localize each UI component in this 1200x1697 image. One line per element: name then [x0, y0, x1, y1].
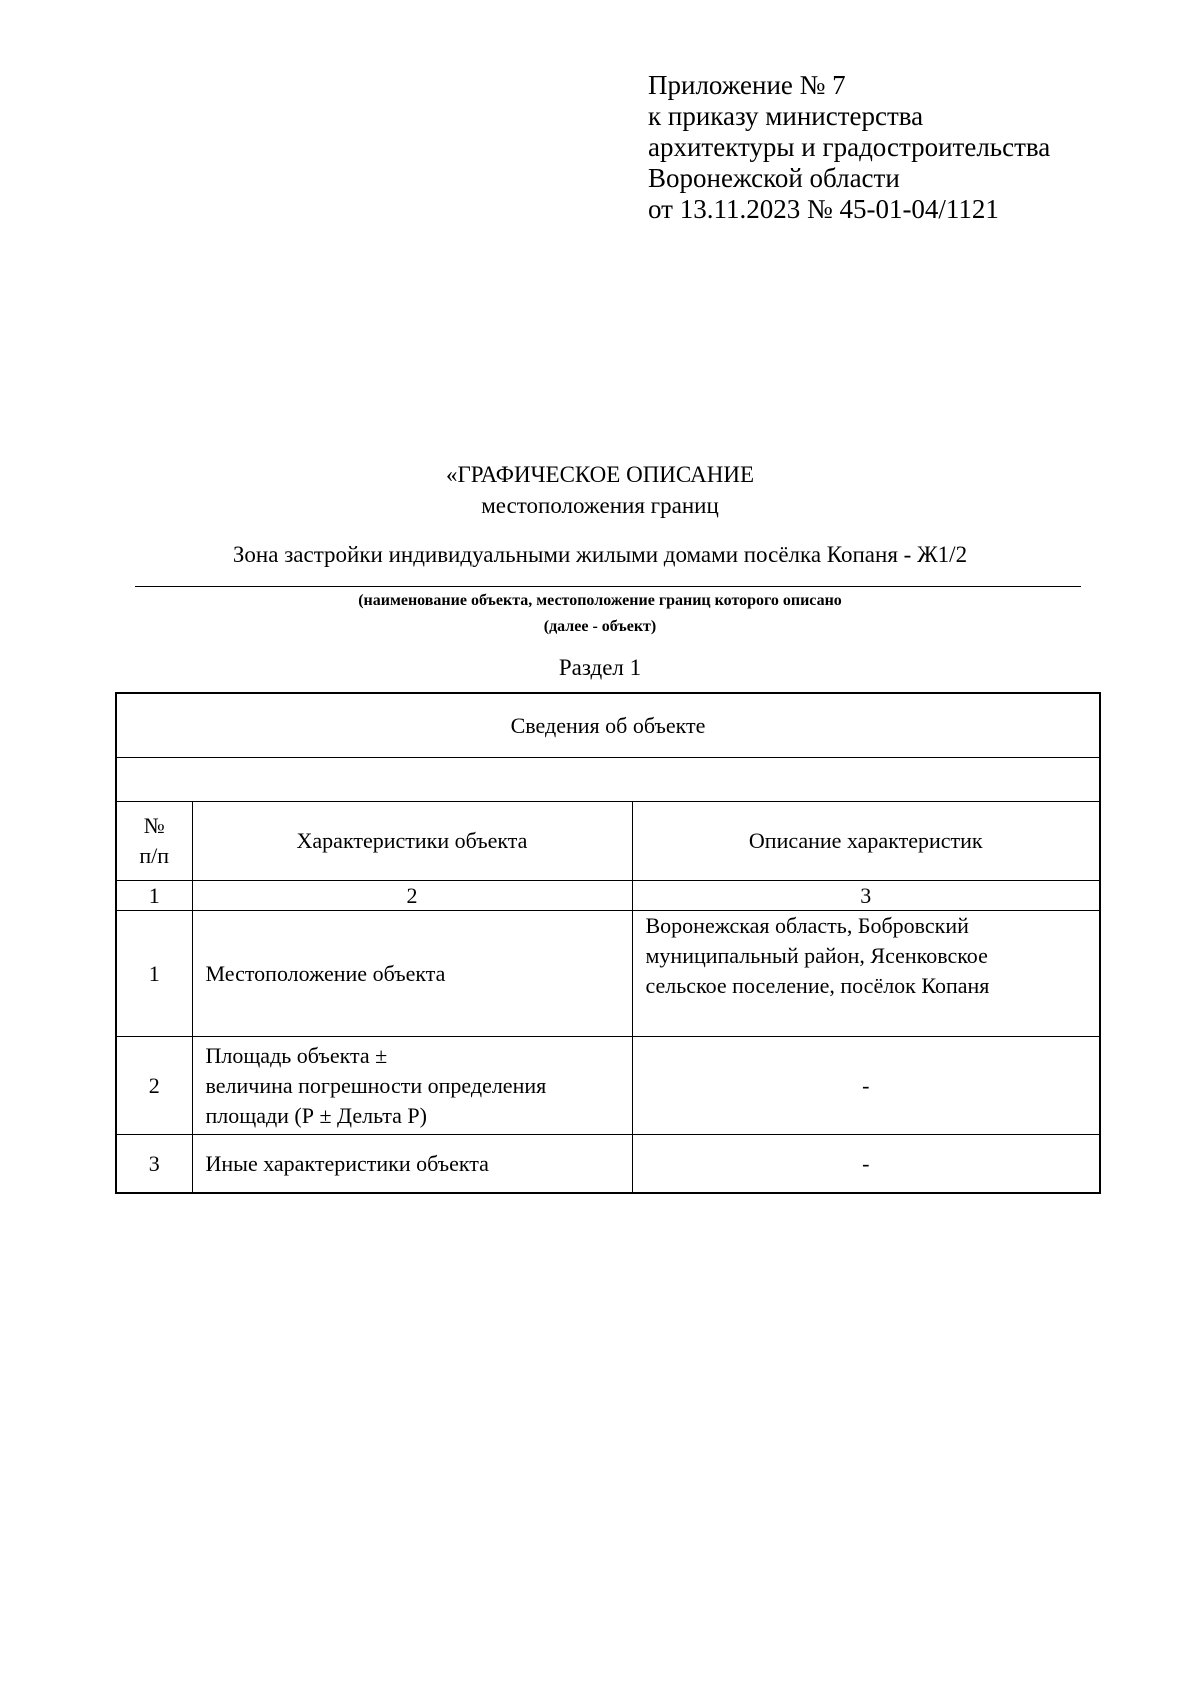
table-empty-cell: [116, 758, 1100, 802]
appendix-line: к приказу министерства: [648, 101, 924, 131]
table-row: [116, 1037, 1100, 1135]
row-characteristic: Местоположение объекта: [192, 911, 632, 1037]
column-header-description: Описание характеристик: [632, 802, 1100, 881]
row-number: 1: [116, 911, 192, 1037]
table-row: [116, 1135, 1100, 1194]
column-header-num-line: №: [143, 813, 165, 838]
column-header-num: [116, 802, 192, 881]
object-name: Зона застройки индивидуальными жилыми домами посёлка Копаня - Ж1/2: [232, 542, 968, 567]
table-column-numbers-row: [116, 881, 1100, 911]
table-columns-row: [116, 802, 1100, 881]
row-description: [632, 911, 1100, 1037]
appendix-line: архитектуры и градостроительства: [648, 132, 1051, 162]
column-number: 2: [192, 881, 632, 911]
row-description-line: Воронежская область, Бобровский: [645, 913, 969, 938]
row-description-line: сельское поселение, посёлок Копаня: [645, 973, 990, 998]
table-header: Сведения об объекте: [116, 693, 1100, 758]
table-row: [116, 911, 1100, 1037]
row-characteristic-line: величина погрешности определения: [205, 1072, 547, 1098]
object-name-caption-2: (далее - объект): [543, 618, 657, 635]
row-number: 2: [116, 1037, 192, 1135]
column-number: 1: [116, 881, 192, 911]
object-info-table: [115, 692, 1101, 1194]
appendix-block: [648, 70, 1050, 225]
column-header-num-line: п/п: [139, 843, 170, 868]
row-description-line: муниципальный район, Ясенковское: [645, 943, 988, 968]
document-subtitle: местоположения границ: [481, 493, 719, 518]
appendix-line: Воронежской области: [648, 163, 900, 193]
section-title: Раздел 1: [558, 655, 642, 680]
row-characteristic: Иные характеристики объекта: [192, 1135, 632, 1194]
appendix-line: Приложение № 7: [648, 70, 846, 100]
column-header-characteristic: Характеристики объекта: [192, 802, 632, 881]
row-number: 3: [116, 1135, 192, 1194]
object-name-caption: (наименование объекта, местоположение границ которого описано: [358, 592, 842, 609]
row-characteristic-line: площади (Р ± Дельта Р): [205, 1102, 427, 1128]
object-name-underline: [135, 586, 1081, 587]
column-number: 3: [632, 881, 1100, 911]
table-empty-row: [116, 758, 1100, 802]
table-header-row: [116, 693, 1100, 758]
appendix-line: от 13.11.2023 № 45-01-04/1121: [648, 194, 999, 224]
row-description: -: [632, 1037, 1100, 1135]
row-characteristic: [192, 1037, 632, 1135]
document-title: «ГРАФИЧЕСКОЕ ОПИСАНИЕ: [445, 462, 754, 487]
row-characteristic-line: Площадь объекта ±: [205, 1042, 388, 1068]
row-description: -: [632, 1135, 1100, 1194]
